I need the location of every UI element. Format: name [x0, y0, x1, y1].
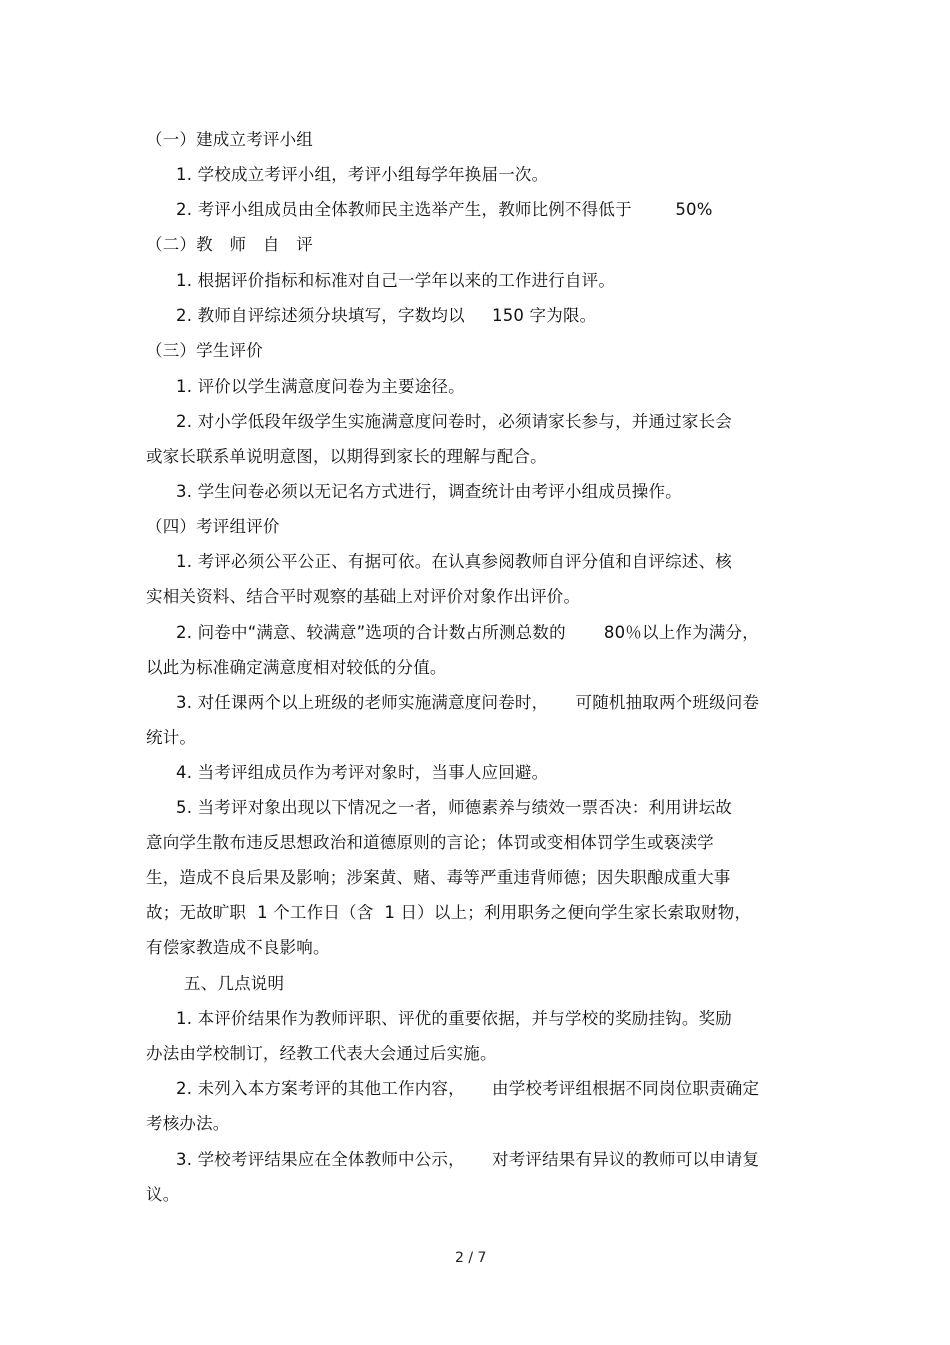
paragraph-line: 办法由学校制订，经教工代表大会通过后实施。: [146, 1044, 497, 1063]
paragraph-line: 3. 学生问卷必须以无记名方式进行，调查统计由考评小组成员操作。: [176, 482, 682, 501]
section-heading-1: （一）建成立考评小组: [146, 130, 313, 149]
paragraph-line: 统计。: [146, 728, 197, 747]
paragraph-line: 或家长联系单说明意图，以期得到家长的理解与配合。: [146, 447, 547, 466]
paragraph-line: 意向学生散布违反思想政治和道德原则的言论；体罚或变相体罚学生或亵渎学: [146, 833, 714, 852]
paragraph-line: 生，造成不良后果及影响；涉案黄、赌、毒等严重违背师德；因失职酿成重大事: [146, 868, 731, 887]
paragraph-line: 5. 当考评对象出现以下情况之一者，师德素养与绩效一票否决：利用讲坛故: [176, 798, 732, 817]
paragraph-line: 1. 评价以学生满意度问卷为主要途径。: [176, 377, 465, 396]
paragraph-line: 1. 根据评价指标和标准对自己一学年以来的工作进行自评。: [176, 271, 616, 290]
paragraph-line: 2. 未列入本方案考评的其他工作内容， 由学校考评组根据不同岗位职责确定: [176, 1079, 760, 1098]
paragraph-line: 实相关资料、结合平时观察的基础上对评价对象作出评价。: [146, 587, 581, 606]
section-heading-5: 五、几点说明: [184, 974, 285, 993]
paragraph-line: 考核办法。: [146, 1114, 230, 1133]
paragraph-line: 2. 考评小组成员由全体教师民主选举产生，教师比例不得低于 50%: [176, 200, 713, 219]
paragraph-line: 2. 问卷中“满意、较满意”选项的合计数占所测总数的 80％以上作为满分，: [176, 623, 759, 642]
paragraph-line: 以此为标准确定满意度相对较低的分值。: [146, 658, 447, 677]
section-heading-2: （二）教 师 自 评: [146, 235, 313, 254]
paragraph-line: 2. 教师自评综述须分块填写，字数均以 150 字为限。: [176, 306, 597, 325]
paragraph-line: 3. 学校考评结果应在全体教师中公示， 对考评结果有异议的教师可以申请复: [176, 1150, 760, 1169]
paragraph-line: 4. 当考评组成员作为考评对象时，当事人应回避。: [176, 763, 549, 782]
paragraph-line: 1. 学校成立考评小组，考评小组每学年换届一次。: [176, 165, 549, 184]
section-heading-3: （三）学生评价: [146, 341, 263, 360]
paragraph-line: 有偿家教造成不良影响。: [146, 938, 330, 957]
paragraph-line: 1. 考评必须公平公正、有据可依。在认真参阅教师自评分值和自评综述、核: [176, 552, 732, 571]
paragraph-line: 故；无故旷职 1 个工作日（含 1 日）以上；利用职务之便向学生家长索取财物，: [146, 903, 752, 922]
paragraph-line: 议。: [146, 1185, 180, 1204]
paragraph-line: 1. 本评价结果作为教师评职、评优的重要依据，并与学校的奖励挂钩。奖励: [176, 1009, 732, 1028]
paragraph-line: 2. 对小学低段年级学生实施满意度问卷时，必须请家长参与，并通过家长会: [176, 412, 732, 431]
section-heading-4: （四）考评组评价: [146, 517, 280, 536]
page-number: 2 / 7: [455, 1250, 487, 1266]
paragraph-line: 3. 对任课两个以上班级的老师实施满意度问卷时， 可随机抽取两个班级问卷: [176, 693, 760, 712]
